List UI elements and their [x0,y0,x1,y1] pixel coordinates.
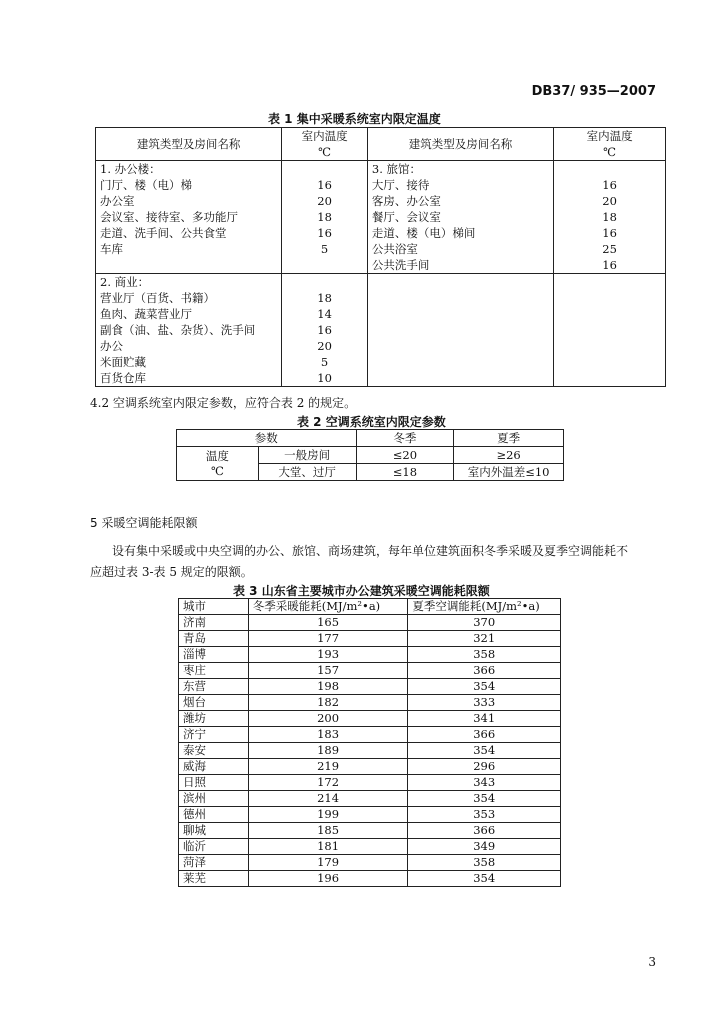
table2-row-label: 温度 ℃ [177,447,259,481]
table3-summer-value: 296 [408,759,561,775]
table3-header-row [179,599,561,615]
table1-room-name: 会议室、接待室、多功能厅 [100,210,238,224]
table1-group-title: 2. 商业： [100,275,150,289]
table1-header-type: 建筑类型及房间名称 [367,128,553,161]
table1-room-temp: 18 [602,210,617,224]
table3-city: 烟台 [179,695,249,711]
table2-summer-value: 室内外温差≤10 [454,464,564,481]
table1-left-values [282,161,368,274]
table1-room-temp: 16 [602,226,617,240]
section-5-paragraph-line1: 设有集中采暖或中央空调的办公、旅馆、商场建筑，每年单位建筑面积冬季采暖及夏季空调能耗不 [112,544,629,558]
table2-header-param: 参数 [177,430,357,447]
table3-row [179,631,561,647]
table3-row [179,743,561,759]
table3-winter-value: 182 [248,695,408,711]
table1-room-temp: 16 [317,178,332,192]
table3-summer-value: 341 [408,711,561,727]
table1-room-name: 办公室 [100,194,135,208]
table3-winter-value: 165 [248,615,408,631]
table3-row [179,727,561,743]
table3-city: 聊城 [179,823,249,839]
table1-room-name: 客房、办公室 [371,194,441,208]
table3-city: 菏泽 [179,855,249,871]
table3-city: 淄博 [179,647,249,663]
table3-city: 东营 [179,679,249,695]
table3-winter-value: 189 [248,743,408,759]
table1-room-name: 走道、洗手间、公共食堂 [100,226,227,240]
table3-city: 枣庄 [179,663,249,679]
table3-city: 莱芜 [179,871,249,887]
table3-row [179,807,561,823]
table1-room-name: 副食（油、盐、杂货）、洗手间 [100,323,256,337]
table3-header-winter: 冬季采暖能耗(MJ/m²•a) [248,599,408,615]
table2-room-type: 大堂、过厅 [258,464,356,481]
table3-summer-value: 343 [408,775,561,791]
table1 [95,127,666,387]
table1-left-values [282,274,368,387]
table2-header-summer: 夏季 [454,430,564,447]
table3-winter-value: 196 [248,871,408,887]
table3-winter-value: 181 [248,839,408,855]
table1-room-name: 鱼肉、蔬菜营业厅 [100,307,192,321]
table3-city: 济宁 [179,727,249,743]
table3-summer-value: 366 [408,823,561,839]
table3-winter-value: 157 [248,663,408,679]
table3-summer-value: 321 [408,631,561,647]
document-code: DB37/ 935—2007 [531,84,656,99]
table1-room-name: 百货仓库 [100,371,146,385]
table1-room-temp: 18 [317,291,332,305]
section-4-2-text: 4.2 空调系统室内限定参数，应符合表 2 的规定。 [90,396,357,410]
table3-city: 潍坊 [179,711,249,727]
spacer [286,274,363,290]
table1-group-row [96,274,666,387]
table1-room-temp: 16 [602,178,617,192]
table1-group-title: 1. 办公楼： [100,162,161,176]
table3-winter-value: 183 [248,727,408,743]
table3-city: 德州 [179,807,249,823]
table3-summer-value: 370 [408,615,561,631]
table3-city: 威海 [179,759,249,775]
table3-row [179,695,561,711]
table1-room-temp: 5 [320,242,329,256]
table1-room-temp: 20 [317,194,332,208]
table3-row [179,663,561,679]
table3-summer-value: 358 [408,855,561,871]
table3-winter-value: 177 [248,631,408,647]
table1-room-temp: 18 [317,210,332,224]
table3-summer-value: 353 [408,807,561,823]
table1-room-temp: 10 [317,371,332,385]
table1-header-temp: 室内温度 ℃ [282,128,368,161]
table2-header-winter: 冬季 [356,430,454,447]
table1-room-name: 大厅、接待 [371,178,430,192]
table1-room-temp: 20 [602,194,617,208]
table3-row [179,855,561,871]
table1-room-name: 走道、楼（电）梯间 [371,226,476,240]
table3-winter-value: 198 [248,679,408,695]
table3-winter-value: 200 [248,711,408,727]
table1-header-row [96,128,666,161]
spacer [286,161,363,177]
table2-winter-value: ≤20 [356,447,454,464]
table2-row [177,447,564,464]
table3-row [179,679,561,695]
table3-summer-value: 366 [408,663,561,679]
table3-header-summer: 夏季空调能耗(MJ/m²•a) [408,599,561,615]
page-number: 3 [648,955,656,969]
table3-summer-value: 358 [408,647,561,663]
table1-left-names [96,161,282,274]
table3-row [179,647,561,663]
table1-room-temp: 20 [317,339,332,353]
table1-left-names [96,274,282,387]
table3-row [179,823,561,839]
table3-winter-value: 214 [248,791,408,807]
table3 [178,598,561,887]
table3-winter-value: 193 [248,647,408,663]
table1-room-temp: 16 [317,226,332,240]
table3-row [179,839,561,855]
table1-right-names [367,161,553,274]
table3-summer-value: 333 [408,695,561,711]
table1-room-name: 餐厅、会议室 [371,210,441,224]
table1-room-temp: 16 [317,323,332,337]
table3-winter-value: 219 [248,759,408,775]
table3-row [179,775,561,791]
table1-caption: 表 1 集中采暖系统室内限定温度 [268,112,441,126]
table3-winter-value: 185 [248,823,408,839]
table3-row [179,791,561,807]
table1-room-temp: 25 [602,242,617,256]
table3-summer-value: 354 [408,743,561,759]
table2-header-row [177,430,564,447]
table1-room-name: 公共洗手间 [371,258,430,272]
table1-room-name: 车库 [100,242,123,256]
table3-summer-value: 354 [408,791,561,807]
table3-summer-value: 354 [408,679,561,695]
table1-room-name: 公共浴室 [371,242,418,256]
table3-winter-value: 199 [248,807,408,823]
table2 [176,429,564,481]
table1-room-name: 米面贮藏 [100,355,146,369]
table3-summer-value: 349 [408,839,561,855]
table1-header-type: 建筑类型及房间名称 [96,128,282,161]
table2-room-type: 一般房间 [258,447,356,464]
table2-caption: 表 2 空调系统室内限定参数 [297,415,446,429]
table3-row [179,711,561,727]
table3-city: 滨州 [179,791,249,807]
table3-city: 泰安 [179,743,249,759]
table2-winter-value: ≤18 [356,464,454,481]
section-5-heading: 5 采暖空调能耗限额 [90,516,198,530]
table1-header-temp: 室内温度 ℃ [554,128,666,161]
table3-city: 临沂 [179,839,249,855]
table3-summer-value: 366 [408,727,561,743]
table1-right-values [554,161,666,274]
table3-winter-value: 179 [248,855,408,871]
table3-city: 青岛 [179,631,249,647]
spacer [558,161,661,177]
table3-row [179,759,561,775]
table1-room-name: 门厅、楼（电）梯 [100,178,192,192]
table1-room-temp: 14 [317,307,332,321]
table3-header-city: 城市 [179,599,249,615]
table3-row [179,871,561,887]
table3-city: 济南 [179,615,249,631]
table1-room-name: 营业厅（百货、书籍） [100,291,215,305]
table3-city: 日照 [179,775,249,791]
section-5-paragraph-line2: 应超过表 3-表 5 规定的限额。 [90,565,253,579]
table1-room-name: 办公 [100,339,123,353]
table1-group-title: 3. 旅馆： [371,162,422,176]
table1-right-names [367,274,553,387]
table3-winter-value: 172 [248,775,408,791]
table3-caption: 表 3 山东省主要城市办公建筑采暖空调能耗限额 [233,584,490,598]
table3-row [179,615,561,631]
table1-group-row [96,161,666,274]
table2-summer-value: ≥26 [454,447,564,464]
table1-right-values [554,274,666,387]
table3-summer-value: 354 [408,871,561,887]
table1-room-temp: 5 [320,355,329,369]
table1-room-temp: 16 [602,258,617,272]
